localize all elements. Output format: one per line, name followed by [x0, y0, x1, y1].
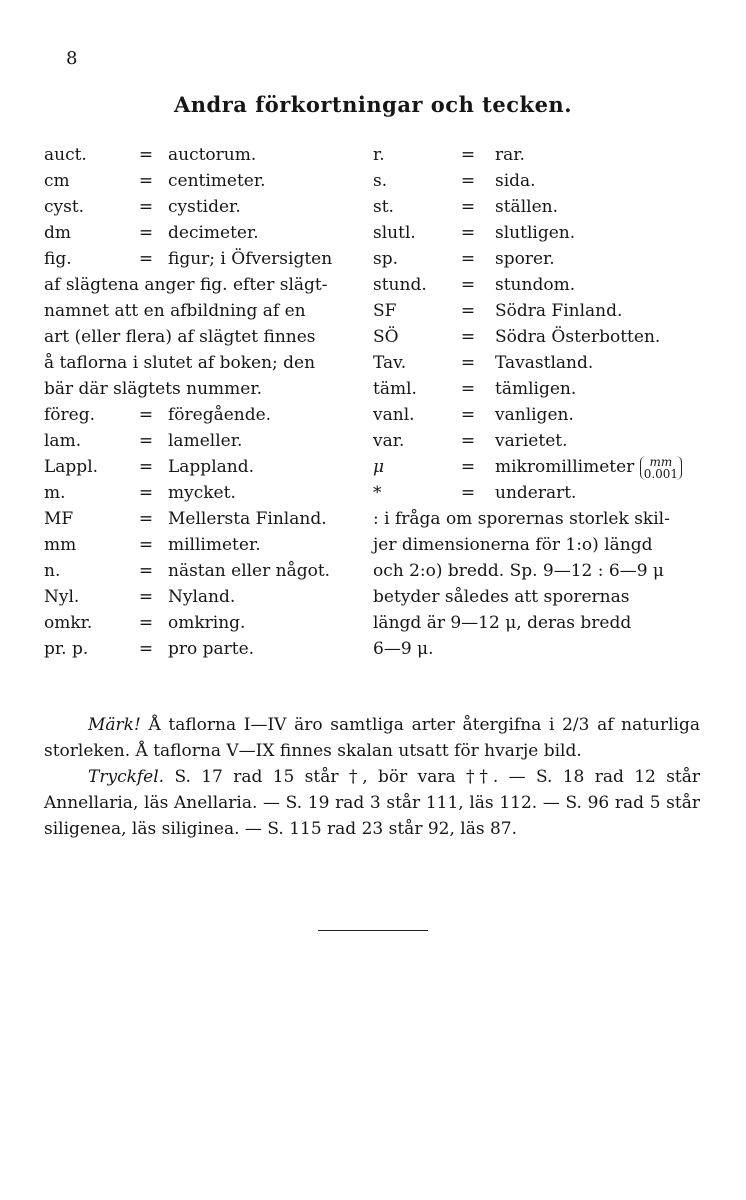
list-item — [44, 454, 364, 480]
meaning: vanligen. — [495, 405, 574, 425]
abbr: sp. — [373, 249, 399, 269]
meaning: decimeter. — [168, 223, 259, 243]
fraction-bottom: 0.001 — [643, 466, 679, 481]
equals-sign: = — [138, 145, 154, 165]
meaning: tämligen. — [495, 379, 577, 399]
abbr: s. — [373, 171, 388, 191]
mark-fraction: 2/3 — [562, 715, 590, 735]
list-item — [373, 142, 713, 168]
list-item — [44, 480, 364, 506]
equals-sign: = — [138, 613, 154, 633]
equals-sign: = — [460, 353, 476, 373]
meaning: cystider. — [168, 197, 241, 217]
meaning: lameller. — [168, 431, 243, 451]
mark-note — [44, 712, 700, 764]
meaning: Mellersta Finland. — [168, 509, 327, 529]
equals-sign: = — [138, 405, 154, 425]
meaning: ställen. — [495, 197, 558, 217]
text-line: : i fråga om sporernas storlek skil- — [373, 509, 670, 529]
abbr: MF — [44, 509, 74, 529]
abbr: SF — [373, 301, 397, 321]
abbr: dm — [44, 223, 72, 243]
page-number: 8 — [66, 48, 78, 69]
meaning: underart. — [495, 483, 577, 503]
abbr: cyst. — [44, 197, 85, 217]
equals-sign: = — [138, 535, 154, 555]
list-item — [373, 454, 713, 480]
list-item — [44, 142, 364, 168]
text-line: längd är 9—12 μ, deras bredd — [373, 613, 632, 633]
equals-sign: = — [138, 509, 154, 529]
abbr: vanl. — [373, 405, 415, 425]
equals-sign: = — [460, 483, 476, 503]
equals-sign: = — [138, 223, 154, 243]
list-item — [373, 428, 713, 454]
meaning: mycket. — [168, 483, 236, 503]
equals-sign: = — [460, 327, 476, 347]
abbr: Lappl. — [44, 457, 99, 477]
list-item — [44, 402, 364, 428]
meaning: varietet. — [495, 431, 568, 451]
mark-label: Märk! — [88, 715, 141, 735]
list-item — [373, 272, 713, 298]
equals-sign: = — [138, 249, 154, 269]
list-item — [373, 194, 713, 220]
equals-sign: = — [460, 457, 476, 477]
equals-sign: = — [138, 483, 154, 503]
text-line: betyder således att sporernas — [373, 587, 630, 607]
errata-note — [44, 764, 700, 842]
equals-sign: = — [138, 431, 154, 451]
list-item — [44, 584, 364, 610]
abbr: pr. p. — [44, 639, 89, 659]
abbr: μ — [373, 457, 385, 477]
equals-sign: = — [460, 223, 476, 243]
equals-sign: = — [138, 457, 154, 477]
equals-sign: = — [460, 249, 476, 269]
fraction-top: mm — [649, 454, 673, 469]
list-item — [44, 532, 364, 558]
list-item — [373, 298, 713, 324]
meaning: föregående. — [168, 405, 272, 425]
meaning: millimeter. — [168, 535, 261, 555]
text-line: å taflorna i slutet af boken; den — [44, 353, 316, 373]
text-line: af slägtena anger fig. efter slägt- — [44, 275, 328, 295]
equals-sign: = — [460, 431, 476, 451]
meaning: omkring. — [168, 613, 246, 633]
list-item — [44, 636, 364, 662]
notes-section — [44, 712, 700, 842]
equals-sign: = — [460, 379, 476, 399]
equals-sign: = — [460, 301, 476, 321]
abbr: st. — [373, 197, 394, 217]
colon-explanation — [373, 506, 695, 662]
abbr: * — [373, 483, 382, 503]
right-abbreviation-column — [373, 142, 713, 662]
meaning: Lappland. — [168, 457, 254, 477]
abbr: slutl. — [373, 223, 416, 243]
errata-label: Tryckfel. — [88, 767, 165, 787]
abbr: auct. — [44, 145, 87, 165]
meaning: slutligen. — [495, 223, 576, 243]
page-title: Andra förkortningar och tecken. — [173, 92, 573, 117]
meaning: Tavastland. — [495, 353, 594, 373]
abbr: mm — [44, 535, 77, 555]
abbr: SÖ — [373, 327, 399, 347]
list-item — [373, 246, 713, 272]
list-item — [373, 376, 713, 402]
meaning: pro parte. — [168, 639, 255, 659]
abbr: n. — [44, 561, 61, 581]
equals-sign: = — [460, 171, 476, 191]
errata-text: S. 17 rad 15 står †, bör vara ††. — S. 18 rad 12 står Annellaria, läs Anellaria. — S. 19 rad 3 står 111, läs 112. — S. 96 rad 5 står siligenea, läs siliginea. — S. 115 rad 23 står 92, läs 87. — [44, 767, 701, 839]
meaning: stundom. — [495, 275, 576, 295]
meaning-text: mikromillimeter — [495, 457, 635, 477]
mark-text-1: Å taflorna I—IV äro samtliga arter återgifna i — [148, 715, 555, 735]
text-line: och 2:o) bredd. Sp. 9—12 : 6—9 μ — [373, 561, 664, 581]
list-item — [44, 194, 364, 220]
list-item — [44, 428, 364, 454]
equals-sign: = — [138, 197, 154, 217]
abbr: fig. — [44, 249, 72, 269]
list-item — [44, 506, 364, 532]
left-abbreviation-column — [44, 142, 364, 662]
meaning: rar. — [495, 145, 525, 165]
text-line: art (eller flera) af slägtet finnes — [44, 327, 316, 347]
abbr: täml. — [373, 379, 417, 399]
list-item — [373, 350, 713, 376]
list-item — [44, 220, 364, 246]
equals-sign: = — [460, 405, 476, 425]
meaning: Södra Finland. — [495, 301, 623, 321]
abbr: cm — [44, 171, 70, 191]
mark-text-2: af naturliga storleken. Å taflorna V—IX finnes skalan utsatt för hvarje bild. — [44, 715, 701, 761]
abbr: föreg. — [44, 405, 95, 425]
meaning: sida. — [495, 171, 536, 191]
text-line: namnet att en afbildning af en — [44, 301, 306, 321]
equals-sign: = — [460, 275, 476, 295]
divider — [318, 930, 428, 931]
abbr: m. — [44, 483, 66, 503]
list-item — [373, 324, 713, 350]
list-item — [373, 168, 713, 194]
meaning: centimeter. — [168, 171, 266, 191]
unit-fraction — [640, 456, 682, 480]
meaning: sporer. — [495, 249, 555, 269]
text-line: bär där slägtets nummer. — [44, 379, 262, 399]
list-item — [44, 558, 364, 584]
equals-sign: = — [138, 561, 154, 581]
meaning: Södra Österbotten. — [495, 327, 661, 347]
meaning — [495, 454, 713, 480]
list-item — [373, 480, 713, 506]
equals-sign: = — [138, 639, 154, 659]
abbr: omkr. — [44, 613, 93, 633]
text-line: 6—9 μ. — [373, 639, 434, 659]
list-item — [44, 610, 364, 636]
abbr: stund. — [373, 275, 427, 295]
list-item — [373, 220, 713, 246]
abbr: Nyl. — [44, 587, 80, 607]
list-item — [44, 168, 364, 194]
abbr: lam. — [44, 431, 82, 451]
meaning: auctorum. — [168, 145, 257, 165]
list-item — [44, 246, 364, 272]
equals-sign: = — [138, 171, 154, 191]
fig-explanation — [44, 272, 364, 402]
equals-sign: = — [460, 145, 476, 165]
equals-sign: = — [138, 587, 154, 607]
text-line: jer dimensionerna för 1:o) längd — [373, 535, 653, 555]
equals-sign: = — [460, 197, 476, 217]
meaning: nästan eller något. — [168, 561, 331, 581]
list-item — [373, 402, 713, 428]
meaning: Nyland. — [168, 587, 236, 607]
meaning: figur; i Öfversigten — [168, 249, 333, 269]
abbr: Tav. — [373, 353, 407, 373]
abbr: r. — [373, 145, 385, 165]
abbr: var. — [373, 431, 405, 451]
